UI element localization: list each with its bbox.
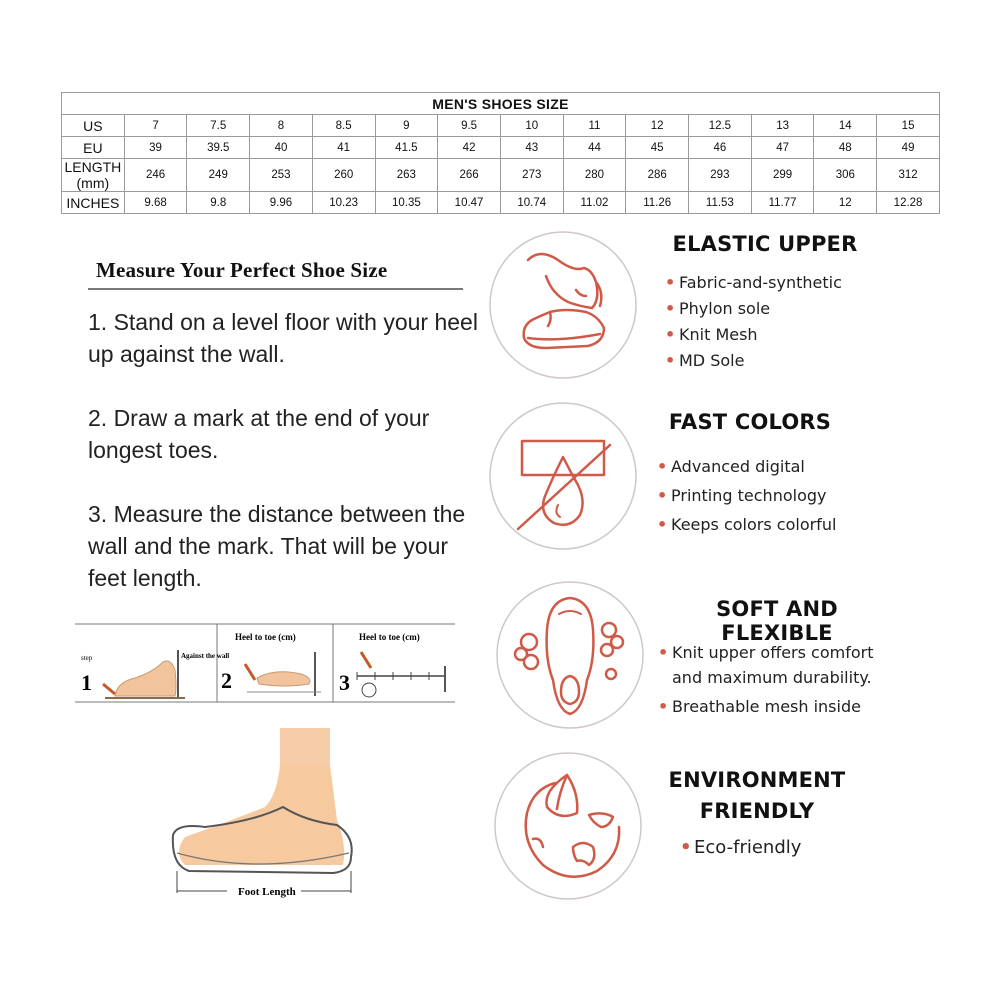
- measure-title: Measure Your Perfect Shoe Size: [96, 258, 388, 282]
- size-table: [61, 92, 940, 214]
- sole-flower-icon: [495, 580, 645, 730]
- table-cell: 286: [626, 159, 689, 192]
- table-cell: 306: [814, 159, 877, 192]
- list-item: • Phylon sole: [665, 299, 771, 318]
- table-cell: 49: [877, 137, 940, 159]
- feature-title-elastic-upper: ELASTIC UPPER: [672, 232, 858, 256]
- table-cell: 312: [877, 159, 940, 192]
- feature-list-soft-and-flexible: [658, 640, 908, 719]
- table-cell: 44: [563, 137, 626, 159]
- feature-title-environment-friendly: [662, 765, 852, 827]
- table-cell: 39.5: [187, 137, 250, 159]
- table-cell: 11.77: [751, 192, 814, 214]
- step-3-text: 3. Measure the distance between the wall and the mark. That will be your feet length.: [88, 501, 466, 591]
- step-number-1: 1: [81, 670, 92, 695]
- table-cell: 7.5: [187, 115, 250, 137]
- against-wall-label: Against the wall: [181, 652, 230, 660]
- list-item: • Fabric-and-synthetic: [665, 273, 842, 292]
- table-cell: 48: [814, 137, 877, 159]
- table-cell: 39: [124, 137, 187, 159]
- table-cell: 11.53: [689, 192, 752, 214]
- divider: [88, 288, 463, 290]
- list-item: • Keeps colors colorful: [657, 515, 837, 534]
- foot-illustration: [115, 661, 176, 696]
- list-item: • Advanced digital: [657, 457, 805, 476]
- step-number-2: 2: [221, 668, 232, 693]
- row-label: US: [62, 115, 125, 137]
- table-cell: 246: [124, 159, 187, 192]
- table-cell: 266: [438, 159, 501, 192]
- feature-title-line: ENVIRONMENT: [668, 768, 846, 792]
- table-cell: 280: [563, 159, 626, 192]
- step-label: step: [81, 654, 93, 662]
- feature-list-elastic-upper: [665, 270, 885, 374]
- table-cell: 12.5: [689, 115, 752, 137]
- feature-list-environment-friendly: [680, 836, 880, 860]
- table-cell: 12: [626, 115, 689, 137]
- table-cell: 11: [563, 115, 626, 137]
- table-cell: 8.5: [312, 115, 375, 137]
- table-cell: 9.8: [187, 192, 250, 214]
- foot-length-figure: [165, 725, 365, 900]
- size-table-title: MEN'S SHOES SIZE: [62, 93, 940, 115]
- table-cell: 13: [751, 115, 814, 137]
- table-cell: 46: [689, 137, 752, 159]
- row-label: INCHES: [62, 192, 125, 214]
- heel-to-toe-label-2: Heel to toe (cm): [359, 632, 420, 642]
- feature-title-soft-and-flexible: SOFT AND FLEXIBLE: [716, 597, 838, 645]
- step-number-3: 3: [339, 670, 350, 695]
- step-1-text: 1. Stand on a level floor with your heel up against the wall.: [88, 309, 478, 367]
- table-cell: 7: [124, 115, 187, 137]
- foot-length-label: Foot Length: [238, 886, 296, 898]
- measure-steps-figure: [75, 622, 455, 704]
- feature-title-line: FRIENDLY: [699, 799, 815, 823]
- table-cell: 15: [877, 115, 940, 137]
- table-cell: 293: [689, 159, 752, 192]
- table-cell: 14: [814, 115, 877, 137]
- list-item: • MD Sole: [665, 351, 745, 370]
- step-2-text: 2. Draw a mark at the end of your longest toes.: [88, 405, 430, 463]
- list-item: • Eco-friendly: [680, 837, 802, 858]
- globe-leaf-icon: [493, 751, 643, 901]
- feature-title-fast-colors: FAST COLORS: [668, 410, 832, 434]
- table-cell: 12: [814, 192, 877, 214]
- table-cell: 47: [751, 137, 814, 159]
- table-cell: 8: [250, 115, 313, 137]
- table-cell: 249: [187, 159, 250, 192]
- table-cell: 41: [312, 137, 375, 159]
- shoe-icon: [488, 230, 638, 380]
- table-cell: 43: [500, 137, 563, 159]
- table-cell: 9.96: [250, 192, 313, 214]
- table-cell: 253: [250, 159, 313, 192]
- list-item: • Knit Mesh: [665, 325, 758, 344]
- dye-drop-icon: [488, 401, 638, 551]
- list-item: • Printing technology: [657, 486, 827, 505]
- list-item: • Knit upper offers comfort and maximum durability.: [658, 643, 874, 687]
- table-row: [62, 159, 940, 192]
- table-cell: 10.47: [438, 192, 501, 214]
- table-cell: 10.23: [312, 192, 375, 214]
- feature-list-fast-colors: [657, 452, 887, 539]
- row-label: EU: [62, 137, 125, 159]
- table-cell: 273: [500, 159, 563, 192]
- table-row: [62, 115, 940, 137]
- heel-to-toe-label-1: Heel to toe (cm): [235, 632, 296, 642]
- table-cell: 42: [438, 137, 501, 159]
- table-cell: 11.26: [626, 192, 689, 214]
- table-row: [62, 192, 940, 214]
- table-cell: 45: [626, 137, 689, 159]
- list-item: • Breathable mesh inside: [658, 697, 861, 716]
- table-cell: 10.35: [375, 192, 438, 214]
- table-row: [62, 137, 940, 159]
- row-label: LENGTH (mm): [62, 159, 125, 192]
- table-cell: 9: [375, 115, 438, 137]
- table-cell: 12.28: [877, 192, 940, 214]
- table-cell: 299: [751, 159, 814, 192]
- table-cell: 11.02: [563, 192, 626, 214]
- table-cell: 9.5: [438, 115, 501, 137]
- table-cell: 10: [500, 115, 563, 137]
- table-cell: 40: [250, 137, 313, 159]
- table-cell: 9.68: [124, 192, 187, 214]
- table-cell: 41.5: [375, 137, 438, 159]
- table-cell: 10.74: [500, 192, 563, 214]
- table-cell: 260: [312, 159, 375, 192]
- table-cell: 263: [375, 159, 438, 192]
